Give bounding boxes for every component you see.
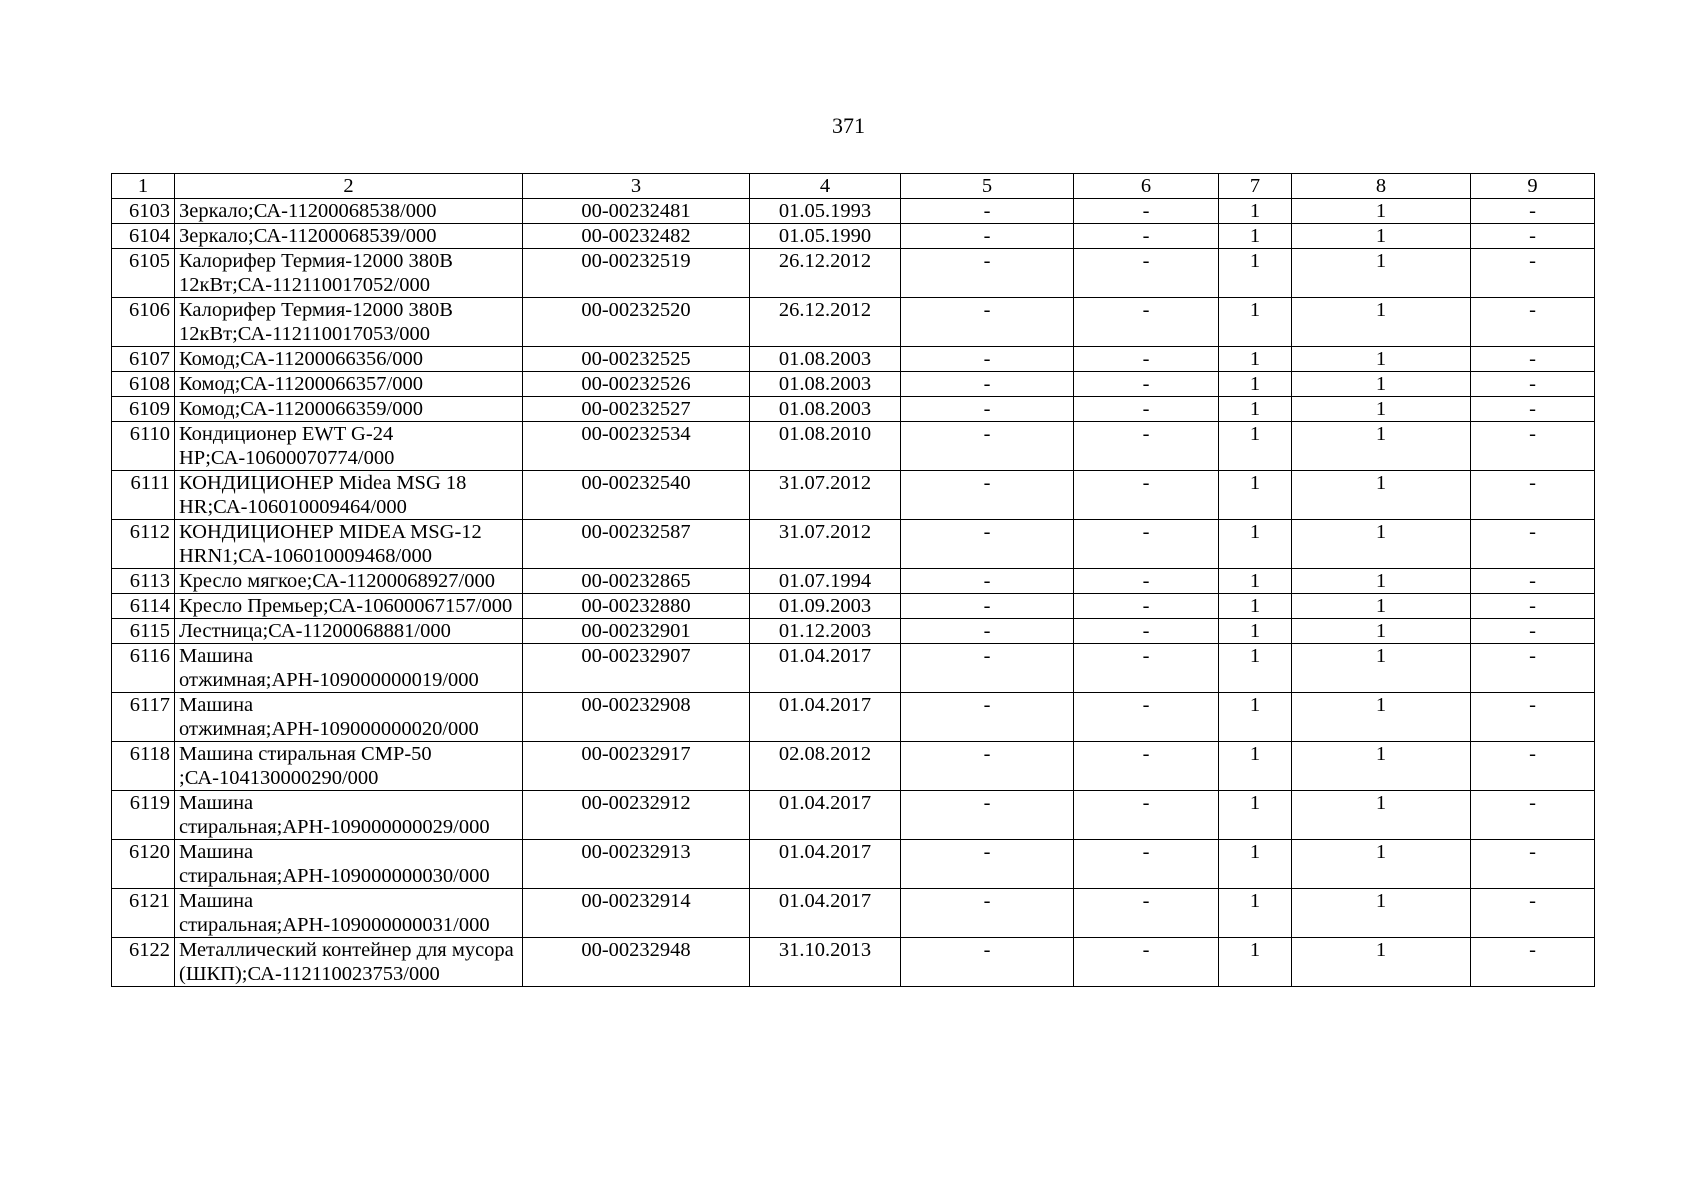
column-8-cell: 1 [1292,840,1471,889]
date-cell: 01.09.2003 [750,594,901,619]
item-name-cell: Машина стиральная;АРН-109000000029/000 [175,791,523,840]
column-5-cell: - [901,644,1074,693]
column-6-cell: - [1074,938,1219,987]
column-9-cell: - [1471,520,1595,569]
column-9-cell: - [1471,791,1595,840]
table-row [112,372,1595,397]
row-number-cell: 6105 [112,249,175,298]
column-5-cell: - [901,569,1074,594]
column-7-cell: 1 [1219,889,1292,938]
table-row [112,693,1595,742]
column-header: 9 [1471,174,1595,199]
table-row [112,644,1595,693]
date-cell: 31.07.2012 [750,471,901,520]
column-8-cell: 1 [1292,298,1471,347]
date-cell: 01.05.1990 [750,224,901,249]
row-number-cell: 6119 [112,791,175,840]
item-name-cell: Зеркало;СА-11200068539/000 [175,224,523,249]
inventory-code-cell: 00-00232526 [523,372,750,397]
column-8-cell: 1 [1292,347,1471,372]
inventory-code-cell: 00-00232913 [523,840,750,889]
column-6-cell: - [1074,594,1219,619]
table-row [112,224,1595,249]
column-7-cell: 1 [1219,199,1292,224]
column-7-cell: 1 [1219,520,1292,569]
date-cell: 01.08.2010 [750,422,901,471]
column-9-cell: - [1471,742,1595,791]
column-6-cell: - [1074,471,1219,520]
column-header: 7 [1219,174,1292,199]
table-row [112,840,1595,889]
table-row [112,397,1595,422]
column-9-cell: - [1471,422,1595,471]
inventory-code-cell: 00-00232482 [523,224,750,249]
column-6-cell: - [1074,224,1219,249]
column-6-cell: - [1074,569,1219,594]
column-5-cell: - [901,938,1074,987]
column-6-cell: - [1074,372,1219,397]
table-row [112,619,1595,644]
column-header: 5 [901,174,1074,199]
column-5-cell: - [901,422,1074,471]
column-header: 4 [750,174,901,199]
column-6-cell: - [1074,644,1219,693]
row-number-cell: 6108 [112,372,175,397]
column-header: 6 [1074,174,1219,199]
column-9-cell: - [1471,840,1595,889]
column-8-cell: 1 [1292,938,1471,987]
column-9-cell: - [1471,594,1595,619]
register-body [112,199,1595,987]
date-cell: 01.08.2003 [750,347,901,372]
item-name-cell: Лестница;СА-11200068881/000 [175,619,523,644]
row-number-cell: 6121 [112,889,175,938]
date-cell: 01.04.2017 [750,644,901,693]
column-9-cell: - [1471,249,1595,298]
column-6-cell: - [1074,742,1219,791]
column-9-cell: - [1471,889,1595,938]
row-number-cell: 6111 [112,471,175,520]
column-8-cell: 1 [1292,594,1471,619]
column-7-cell: 1 [1219,372,1292,397]
column-8-cell: 1 [1292,199,1471,224]
item-name-cell: Машина отжимная;АРН-109000000019/000 [175,644,523,693]
column-7-cell: 1 [1219,644,1292,693]
date-cell: 01.12.2003 [750,619,901,644]
item-name-cell: Зеркало;СА-11200068538/000 [175,199,523,224]
column-8-cell: 1 [1292,569,1471,594]
row-number-cell: 6118 [112,742,175,791]
column-8-cell: 1 [1292,889,1471,938]
register-table [111,173,1595,987]
row-number-cell: 6107 [112,347,175,372]
column-7-cell: 1 [1219,397,1292,422]
date-cell: 26.12.2012 [750,298,901,347]
date-cell: 31.07.2012 [750,520,901,569]
table-row [112,422,1595,471]
row-number-cell: 6117 [112,693,175,742]
inventory-code-cell: 00-00232865 [523,569,750,594]
item-name-cell: Комод;СА-11200066357/000 [175,372,523,397]
column-header: 3 [523,174,750,199]
column-7-cell: 1 [1219,742,1292,791]
row-number-cell: 6116 [112,644,175,693]
date-cell: 26.12.2012 [750,249,901,298]
item-name-cell: Калорифер Термия-12000 380В 12кВт;СА-112110017053/000 [175,298,523,347]
column-9-cell: - [1471,224,1595,249]
column-9-cell: - [1471,569,1595,594]
inventory-code-cell: 00-00232917 [523,742,750,791]
column-5-cell: - [901,693,1074,742]
column-8-cell: 1 [1292,693,1471,742]
inventory-code-cell: 00-00232907 [523,644,750,693]
column-6-cell: - [1074,249,1219,298]
column-9-cell: - [1471,619,1595,644]
column-6-cell: - [1074,619,1219,644]
column-9-cell: - [1471,938,1595,987]
item-name-cell: Комод;СА-11200066356/000 [175,347,523,372]
column-6-cell: - [1074,298,1219,347]
column-5-cell: - [901,372,1074,397]
date-cell: 01.04.2017 [750,840,901,889]
column-9-cell: - [1471,644,1595,693]
column-6-cell: - [1074,889,1219,938]
column-8-cell: 1 [1292,372,1471,397]
table-row [112,938,1595,987]
column-6-cell: - [1074,422,1219,471]
column-9-cell: - [1471,298,1595,347]
column-7-cell: 1 [1219,619,1292,644]
inventory-code-cell: 00-00232587 [523,520,750,569]
column-9-cell: - [1471,693,1595,742]
column-7-cell: 1 [1219,298,1292,347]
column-header: 2 [175,174,523,199]
inventory-code-cell: 00-00232520 [523,298,750,347]
row-number-cell: 6106 [112,298,175,347]
column-6-cell: - [1074,199,1219,224]
column-6-cell: - [1074,693,1219,742]
column-5-cell: - [901,397,1074,422]
item-name-cell: Кресло Премьер;СА-10600067157/000 [175,594,523,619]
row-number-cell: 6114 [112,594,175,619]
table-row [112,742,1595,791]
header-row [112,174,1595,199]
inventory-code-cell: 00-00232525 [523,347,750,372]
item-name-cell: Машина стиральная СМР-50 ;СА-104130000290/000 [175,742,523,791]
date-cell: 01.04.2017 [750,791,901,840]
column-9-cell: - [1471,397,1595,422]
item-name-cell: Металлический контейнер для мусора (ШКП);СА-112110023753/000 [175,938,523,987]
column-5-cell: - [901,742,1074,791]
table-row [112,347,1595,372]
table-row [112,249,1595,298]
date-cell: 01.05.1993 [750,199,901,224]
column-8-cell: 1 [1292,619,1471,644]
row-number-cell: 6120 [112,840,175,889]
table-row [112,791,1595,840]
column-5-cell: - [901,298,1074,347]
date-cell: 31.10.2013 [750,938,901,987]
item-name-cell: Кресло мягкое;СА-11200068927/000 [175,569,523,594]
column-9-cell: - [1471,199,1595,224]
column-7-cell: 1 [1219,791,1292,840]
column-6-cell: - [1074,520,1219,569]
column-5-cell: - [901,889,1074,938]
inventory-code-cell: 00-00232908 [523,693,750,742]
table-row [112,569,1595,594]
column-8-cell: 1 [1292,471,1471,520]
column-5-cell: - [901,347,1074,372]
column-8-cell: 1 [1292,422,1471,471]
column-header: 1 [112,174,175,199]
item-name-cell: Кондиционер EWT G-24 HP;СА-10600070774/000 [175,422,523,471]
inventory-code-cell: 00-00232914 [523,889,750,938]
column-6-cell: - [1074,791,1219,840]
date-cell: 02.08.2012 [750,742,901,791]
inventory-code-cell: 00-00232519 [523,249,750,298]
page-number: 371 [832,113,865,138]
column-5-cell: - [901,224,1074,249]
column-8-cell: 1 [1292,397,1471,422]
inventory-code-cell: 00-00232901 [523,619,750,644]
column-7-cell: 1 [1219,422,1292,471]
item-name-cell: КОНДИЦИОНЕР Midea MSG 18 HR;СА-106010009464/000 [175,471,523,520]
inventory-code-cell: 00-00232880 [523,594,750,619]
inventory-code-cell: 00-00232948 [523,938,750,987]
row-number-cell: 6104 [112,224,175,249]
item-name-cell: Калорифер Термия-12000 380В 12кВт;СА-112110017052/000 [175,249,523,298]
table-row [112,594,1595,619]
inventory-code-cell: 00-00232527 [523,397,750,422]
column-8-cell: 1 [1292,249,1471,298]
column-7-cell: 1 [1219,693,1292,742]
table-row [112,471,1595,520]
column-7-cell: 1 [1219,594,1292,619]
column-6-cell: - [1074,397,1219,422]
item-name-cell: Машина стиральная;АРН-109000000031/000 [175,889,523,938]
row-number-cell: 6110 [112,422,175,471]
item-name-cell: Машина отжимная;АРН-109000000020/000 [175,693,523,742]
column-7-cell: 1 [1219,249,1292,298]
date-cell: 01.07.1994 [750,569,901,594]
column-8-cell: 1 [1292,224,1471,249]
table-row [112,520,1595,569]
column-7-cell: 1 [1219,347,1292,372]
inventory-code-cell: 00-00232481 [523,199,750,224]
column-8-cell: 1 [1292,644,1471,693]
date-cell: 01.08.2003 [750,397,901,422]
column-5-cell: - [901,619,1074,644]
row-number-cell: 6115 [112,619,175,644]
column-header: 8 [1292,174,1471,199]
item-name-cell: Комод;СА-11200066359/000 [175,397,523,422]
table-row [112,889,1595,938]
column-7-cell: 1 [1219,224,1292,249]
column-7-cell: 1 [1219,938,1292,987]
column-8-cell: 1 [1292,742,1471,791]
row-number-cell: 6103 [112,199,175,224]
inventory-code-cell: 00-00232534 [523,422,750,471]
column-5-cell: - [901,791,1074,840]
inventory-code-cell: 00-00232912 [523,791,750,840]
column-5-cell: - [901,199,1074,224]
item-name-cell: Машина стиральная;АРН-109000000030/000 [175,840,523,889]
column-9-cell: - [1471,471,1595,520]
item-name-cell: КОНДИЦИОНЕР MIDEA MSG-12 HRN1;СА-106010009468/000 [175,520,523,569]
date-cell: 01.04.2017 [750,693,901,742]
row-number-cell: 6113 [112,569,175,594]
column-5-cell: - [901,520,1074,569]
column-7-cell: 1 [1219,471,1292,520]
column-6-cell: - [1074,840,1219,889]
column-9-cell: - [1471,347,1595,372]
column-5-cell: - [901,594,1074,619]
row-number-cell: 6112 [112,520,175,569]
column-9-cell: - [1471,372,1595,397]
column-6-cell: - [1074,347,1219,372]
table-row [112,199,1595,224]
row-number-cell: 6122 [112,938,175,987]
column-8-cell: 1 [1292,520,1471,569]
column-7-cell: 1 [1219,840,1292,889]
date-cell: 01.04.2017 [750,889,901,938]
column-7-cell: 1 [1219,569,1292,594]
column-5-cell: - [901,471,1074,520]
column-8-cell: 1 [1292,791,1471,840]
date-cell: 01.08.2003 [750,372,901,397]
row-number-cell: 6109 [112,397,175,422]
inventory-code-cell: 00-00232540 [523,471,750,520]
column-5-cell: - [901,249,1074,298]
table-row [112,298,1595,347]
column-5-cell: - [901,840,1074,889]
